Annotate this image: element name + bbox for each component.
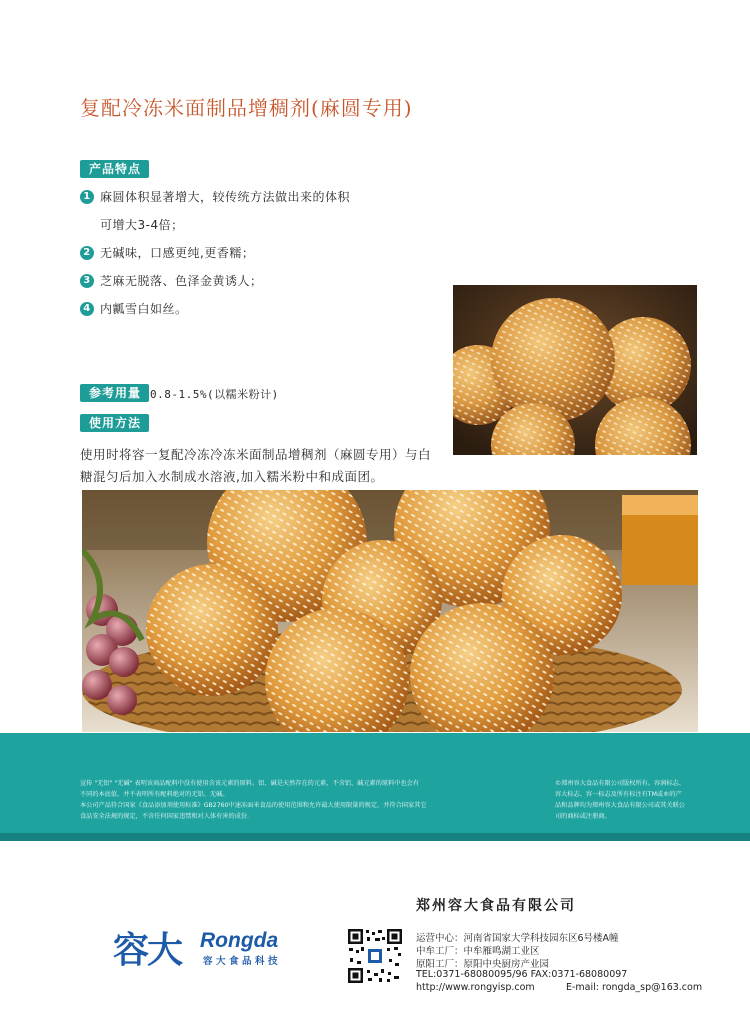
band-shadow (0, 833, 750, 841)
disclaimer-line: ©郑州容大食品有限公司版权所有。容润标志、 (555, 780, 685, 787)
address-zhongmou: 中牟工厂：中牟雁鸣湖工业区 (416, 946, 540, 957)
email-link[interactable]: E-mail: rongda_sp@163.com (566, 982, 703, 993)
feature-item-1-continued: 可增大3-4倍； (100, 218, 184, 232)
disclaimer-line: 宣传 "无铝" "无碱" 表明该商品配料中没有使用含该元素的原料。铝、碱是天然存在的元素，不含铝、碱元素的原料中也会有 (80, 780, 420, 787)
disclaimer-left (80, 778, 500, 822)
dosage-badge: 参考用量 (80, 384, 149, 402)
address-yuanyang: 原阳工厂：原阳中央厨房产业园 (416, 959, 550, 970)
usage-text: 使用时将容一复配冷冻冷冻米面制品增稠剂（麻圆专用）与白糖混匀后加入水制成水溶液,加入糯米粉中和成面团。 (80, 447, 432, 484)
page-title: 复配冷冻米面制品增稠剂(麻圆专用) (80, 96, 413, 120)
usage-badge: 使用方法 (80, 414, 149, 432)
company-name: 郑州容大食品有限公司 (416, 898, 576, 914)
disclaimer-right (555, 778, 715, 822)
address-operations: 运营中心：河南省国家大学科技园东区6号楼A幢 (416, 933, 619, 944)
logo-english: Rongda (200, 929, 279, 952)
feature-text: 无碱味，口感更纯,更香糯； (100, 246, 255, 260)
feature-text: 芝麻无脱落、色泽金黄诱人； (100, 274, 263, 288)
disclaimer-line: 司的商标或注册商。 (555, 813, 611, 820)
feature-text: 内瓤雪白如丝。 (100, 302, 188, 316)
feature-item-4 (80, 300, 188, 317)
logo-subtitle: 容大食品科技 (203, 956, 282, 967)
disclaimer-line: 不同的本底值，并不表明所有配料绝对的无铝、无碱。 (80, 791, 229, 798)
disclaimer-line: 食品安全法规的规定，不含任何国家违禁和对人体有害的成份. (80, 813, 250, 820)
disclaimer-line: 本公司产品符合国家《食品添加剂使用标准》GB2760中速冻面米食品的使用范围和允许最大使用限量的规定，并符合国家其它 (80, 802, 427, 809)
feature-item-3 (80, 272, 263, 289)
sesame-balls-photo-small (453, 285, 697, 455)
number-icon: 3 (80, 274, 94, 288)
feature-item-1 (80, 188, 350, 205)
dosage-value: 0.8-1.5%(以糯米粉计) (150, 388, 279, 401)
number-icon: 2 (80, 246, 94, 260)
sesame-balls-photo-large (82, 490, 698, 732)
disclaimer-line: 容大标志、容一标志及所有标注有TM或®的产 (555, 791, 682, 798)
logo-chinese: 容大 (113, 930, 182, 971)
feature-item-2 (80, 244, 254, 261)
website-link[interactable]: http://www.rongyisp.com (416, 982, 535, 993)
feature-text: 麻圆体积显著增大，较传统方法做出来的体积 (100, 190, 351, 204)
qr-code-icon[interactable] (347, 928, 403, 984)
number-icon: 1 (80, 190, 94, 204)
features-badge: 产品特点 (80, 160, 149, 178)
number-icon: 4 (80, 302, 94, 316)
disclaimer-line: 品和品牌均为郑州容大食品有限公司或其关联公 (555, 802, 685, 809)
tel-fax: TEL:0371-68080095/96 FAX:0371-68080097 (416, 969, 628, 980)
